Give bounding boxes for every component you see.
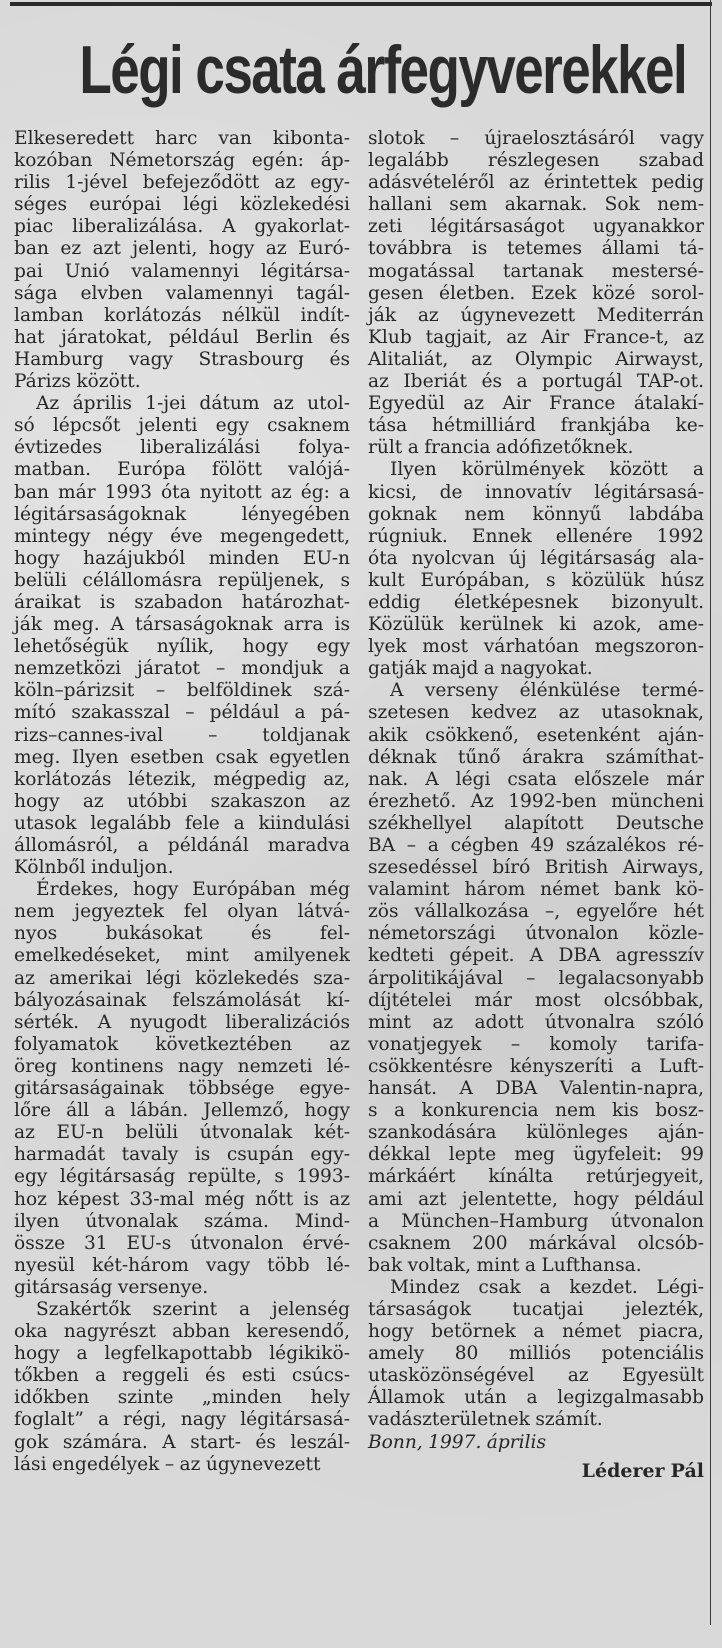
text-line: mító szakasszal – például a pá-: [14, 702, 350, 724]
left-column: [14, 128, 350, 1476]
article-headline: Légi csata árfegyverekkel: [79, 32, 687, 108]
text-line: vadászterületnek számít.: [368, 1409, 603, 1431]
text-line: az amerikai légi közlekedés sza-: [14, 967, 350, 989]
text-line: hogy az utóbbi szakaszon az: [14, 790, 350, 812]
text-line: Klub tagjait, az Air France-t, az: [368, 326, 704, 348]
text-line: zös vállalkozása –, egyelőre hét: [368, 901, 704, 923]
text-line: szankodására különleges aján-: [368, 1122, 704, 1144]
text-line: tása hétmilliárd frankjába ke-: [368, 415, 704, 437]
column-rule: [710, 0, 711, 1625]
text-line: adásvételéről az érintettek pedig: [368, 172, 704, 194]
text-line: s a konkurencia nem kis bosz-: [368, 1100, 704, 1122]
text-line: vonatjegyek – komoly tarifa-: [368, 1033, 704, 1055]
text-line: piac liberalizálása. A gyakorlat-: [14, 216, 350, 238]
text-line: meg. Ilyen esetben csak egyetlen: [14, 746, 350, 768]
text-line: köln–párizsit – belföldinek szá-: [14, 680, 350, 702]
dateline: Bonn, 1997. április: [368, 1431, 547, 1453]
text-line: eddig életképesnek bizonyult.: [368, 591, 704, 613]
paragraph: [14, 1299, 350, 1476]
text-line: lamban korlátozás nélkül indít-: [14, 304, 350, 326]
text-line: csökkentésre kényszeríti a Luft-: [368, 1055, 704, 1077]
text-line: egy légitársaság repülte, s 1993-: [14, 1166, 350, 1188]
text-line: ban már 1993 óta nyitott az ég: a: [14, 481, 350, 503]
text-line: az EU-n belüli útvonalak két-: [14, 1122, 350, 1144]
text-line: ban ez azt jelenti, hogy az Euró-: [14, 238, 350, 260]
text-line: BA – a cégben 49 százalékos ré-: [368, 835, 704, 856]
text-line: Államok után a legizgalmasabb: [368, 1387, 704, 1409]
text-line: kozóban Németország egén: áp-: [14, 150, 350, 172]
text-line: gitársaságainak többsége egye-: [14, 1078, 350, 1100]
text-line: rült a francia adófizetőknek.: [368, 437, 634, 459]
text-line: lehetőségük nyílik, hogy egy: [14, 636, 350, 658]
text-line: akik csökkenő, esetenként aján-: [368, 724, 704, 746]
text-line: márkáért kínálta retúrjegyeit,: [368, 1166, 704, 1188]
text-line: Mindez csak a kezdet. Légi-: [390, 1276, 704, 1298]
text-line: mogatással tartanak mestersé-: [368, 260, 704, 282]
paragraph: [368, 459, 704, 680]
text-line: kicsi, de innovatív légitársasá-: [368, 481, 704, 503]
text-line: amely 80 milliós potenciális: [368, 1343, 704, 1365]
text-line: ják meg. A társaságoknak arra is: [14, 614, 350, 636]
text-line: össze 31 EU-s útvonalon érvé-: [14, 1232, 350, 1254]
text-line: lőre áll a lábán. Jellemző, hogy: [14, 1100, 350, 1122]
text-line: ami azt jelentette, hogy például: [368, 1188, 704, 1210]
text-line: slotok – újraelosztásáról vagy: [368, 128, 704, 149]
text-line: ják az úgynevezett Mediterrán: [368, 304, 704, 326]
text-line: valamint három német bank kö-: [368, 879, 704, 901]
text-line: Alitaliát, az Olympic Airwayst,: [368, 348, 704, 370]
text-line: A verseny élénkülése termé-: [390, 680, 704, 702]
text-line: Szakértők szerint a jelenség: [36, 1298, 350, 1320]
text-line: emelkedéseket, mint amilyenek: [14, 945, 350, 967]
text-line: déknak tűnő árakra számíthat-: [368, 746, 704, 768]
text-line: a München–Hamburg útvonalon: [368, 1210, 704, 1232]
text-line: gitársaság versenye.: [14, 1276, 209, 1298]
text-line: utasok legalább fele a kiindulási: [14, 812, 350, 834]
paragraph: [14, 128, 350, 393]
text-line: érezhető. Az 1992-ben müncheni: [368, 790, 704, 812]
text-line: óta nyolcvan új légitársaság ala-: [368, 547, 704, 569]
text-line: mintegy négy éve megengedett,: [14, 525, 350, 547]
text-line: hat járatokat, például Berlin és: [14, 326, 350, 348]
text-line: díjtételei már most olcsóbbak,: [368, 989, 704, 1011]
text-line: árpolitikájával – legalacsonyabb: [368, 967, 704, 989]
text-line: foglalt” a régi, nagy légitársasá-: [14, 1409, 350, 1431]
text-line: Kölnből induljon.: [14, 857, 174, 879]
paragraph: [368, 1277, 704, 1432]
text-line: nyesül két-három vagy több lé-: [14, 1254, 350, 1276]
text-line: társaságok tucatjai jelezték,: [368, 1298, 704, 1320]
text-line: továbbra is tetemes állami tá-: [368, 238, 704, 260]
text-line: kult Európában, s közülük húsz: [368, 569, 704, 591]
text-line: rizs–cannes-ival – toldjanak: [14, 724, 350, 746]
text-line: legalább részlegesen szabad: [368, 150, 704, 172]
text-line: szetesen kedvez az utasoknak,: [368, 702, 704, 724]
text-line: áraikat is szabadon határozhat-: [14, 591, 350, 613]
text-line: sérték. A nyugodt liberalizációs: [14, 1011, 350, 1033]
text-line: szesedéssel bíró British Airways,: [368, 857, 704, 879]
text-line: németországi útvonalon közle-: [368, 923, 704, 945]
text-line: matban. Európa fölött valójá-: [14, 459, 350, 481]
text-line: hogy hazájukból minden EU-n: [14, 547, 350, 569]
text-line: hogy betörnek a német piacra,: [368, 1321, 704, 1343]
text-line: hallani sem akarnak. Sok nem-: [368, 194, 704, 216]
right-column: [368, 128, 704, 1482]
top-rule: [10, 2, 712, 6]
text-line: lyek most várhatóan megszoron-: [368, 636, 704, 658]
paragraph: [14, 879, 350, 1299]
text-line: ilyen útvonalak száma. Mind-: [14, 1210, 350, 1232]
text-line: időkben szinte „minden hely: [14, 1387, 350, 1409]
text-line: belüli célállomásra repüljenek, s: [14, 569, 350, 591]
text-line: állomásról, a példánál maradva: [14, 835, 350, 856]
text-line: csaknem 200 márkával olcsób-: [368, 1232, 704, 1254]
text-line: Ilyen körülmények között a: [390, 459, 704, 481]
text-line: folyamatok következtében az: [14, 1033, 350, 1055]
text-line: sága elvben valamennyi tagál-: [14, 282, 350, 304]
text-line: hoz képest 33-mal még nőtt is az: [14, 1188, 350, 1210]
text-line: bályozásainak felszámolását kí-: [14, 989, 350, 1011]
text-line: pai Unió valamennyi légitársa-: [14, 260, 350, 282]
byline: Léderer Pál: [581, 1459, 704, 1482]
text-line: évtizedes liberalizálási folya-: [14, 437, 350, 459]
text-line: Egyedül az Air France átalakí-: [368, 393, 704, 415]
text-line: lási engedélyek – az úgynevezett: [14, 1453, 321, 1475]
text-line: só lépcsőt jelenti egy csaknem: [14, 415, 350, 437]
text-line: légitársaságoknak lényegében: [14, 503, 350, 525]
paragraph: [14, 393, 350, 879]
text-line: gesen életben. Ezek közé sorol-: [368, 282, 704, 304]
text-line: séges európai légi közlekedési: [14, 194, 350, 216]
text-line: öreg kontinens nagy nemzeti lé-: [14, 1055, 350, 1077]
text-line: nemzetközi járatot – mondjuk a: [14, 658, 350, 680]
text-line: székhellyel alapított Deutsche: [368, 812, 704, 834]
text-line: hogy a legfelkapottabb légikikö-: [14, 1343, 350, 1365]
text-line: gatják majd a nagyokat.: [368, 658, 593, 680]
text-line: zeti légitársaságot ugyanakkor: [368, 216, 704, 238]
text-line: Hamburg vagy Strasbourg és: [14, 348, 350, 370]
text-line: Közülük kerülnek ki azok, ame-: [368, 614, 704, 636]
text-line: tőkben a reggeli és esti csúcs-: [14, 1365, 350, 1387]
text-line: goknak nem könnyű labdába: [368, 503, 704, 525]
text-line: gok számára. A start- és leszál-: [14, 1431, 350, 1453]
text-line: rúgniuk. Ennek ellenére 1992: [368, 525, 704, 547]
text-line: Az április 1-jei dátum az utol-: [36, 393, 350, 415]
text-line: bak voltak, mint a Lufthansa.: [368, 1254, 642, 1276]
text-line: nyos bukásokat és fel-: [14, 923, 350, 945]
text-line: Párizs között.: [14, 371, 141, 393]
text-line: oka nagyrészt abban keresendő,: [14, 1321, 350, 1343]
paragraph: [368, 680, 704, 1277]
text-line: dékkal lepte meg ügyfeleit: 99: [368, 1144, 704, 1166]
text-line: kedteti gépeit. A DBA agresszív: [368, 945, 704, 967]
right-column-paragraphs: [368, 128, 704, 1432]
text-line: Érdekes, hogy Európában még: [36, 879, 350, 901]
text-line: nak. A légi csata előszele már: [368, 768, 704, 790]
text-line: korlátozás létezik, mégpedig az,: [14, 768, 350, 790]
text-line: mint az adott útvonalra szóló: [368, 1011, 704, 1033]
text-line: harmadát tavaly is csupán egy-: [14, 1144, 350, 1166]
text-line: hansát. A DBA Valentin-napra,: [368, 1078, 704, 1100]
text-line: Elkeseredett harc van kibonta-: [14, 128, 350, 149]
text-line: nem jegyeztek fel olyan látvá-: [14, 901, 350, 923]
text-line: az Iberiát és a portugál TAP-ot.: [368, 371, 704, 393]
paragraph: [368, 128, 704, 459]
text-line: utasközönségével az Egyesült: [368, 1365, 704, 1387]
text-line: rilis 1-jével befejeződött az egy-: [14, 172, 350, 194]
